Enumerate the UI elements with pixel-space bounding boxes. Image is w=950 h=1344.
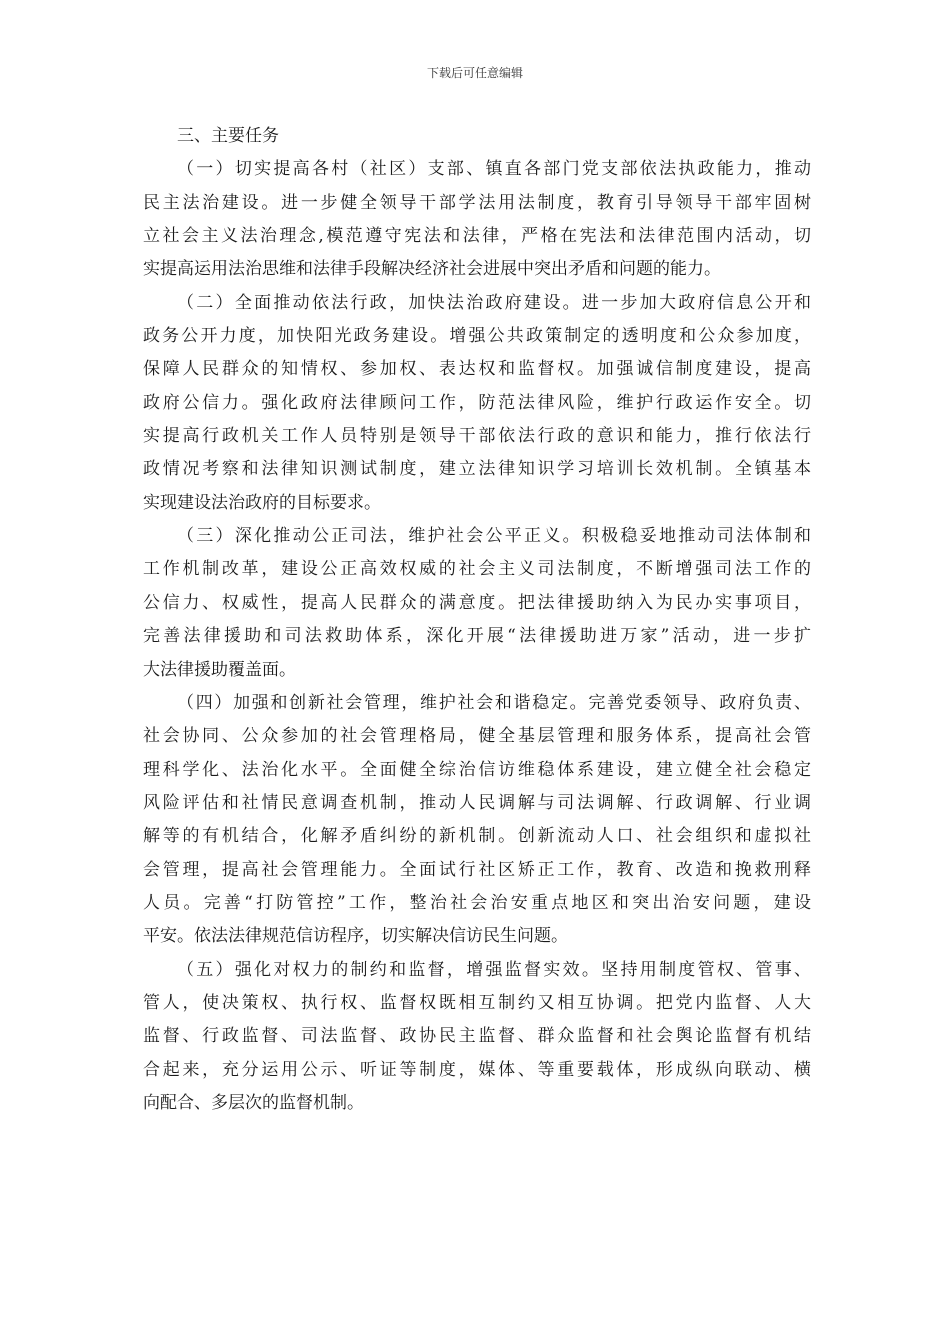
paragraph-line: 大法律援助覆盖面。 [143,659,296,680]
paragraph-line: 保障人民群众的知情权、参加权、表达权和监督权。加强诚信制度建设，提高 [143,359,811,380]
paragraph-first-line: （三）深化推动公正司法，维护社会公平正义。积极稳妥地推动司法体制和 [177,526,811,547]
paragraph-line: 向配合、多层次的监督机制。 [143,1092,364,1113]
paragraph-line: 监督、行政监督、司法监督、政协民主监督、群众监督和社会舆论监督有机结 [143,1026,811,1047]
paragraph-line: 平安。依法法律规范信访程序，切实解决信访民生问题。 [143,926,568,947]
paragraph-line: 会管理，提高社会管理能力。全面试行社区矫正工作，教育、改造和挽救刑释 [143,859,811,880]
paragraph-line: 民主法治建设。进一步健全领导干部学法用法制度，教育引导领导干部牢固树 [143,192,811,213]
paragraph-line: 实现建设法治政府的目标要求。 [143,492,381,513]
paragraph-first-line: （一）切实提高各村（社区）支部、镇直各部门党支部依法执政能力，推动 [177,159,811,180]
paragraph-line: 政务公开力度，加快阳光政务建设。增强公共政策制定的透明度和公众参加度， [143,326,811,347]
paragraph-first-line: （四）加强和创新社会管理，维护社会和谐稳定。完善党委领导、政府负责、 [177,692,811,713]
paragraph-line: 合起来，充分运用公示、听证等制度，媒体、等重要载体，形成纵向联动、横 [143,1059,811,1080]
document-body [143,120,811,1120]
paragraph-line: 实提高行政机关工作人员特别是领导干部依法行政的意识和能力，推行依法行 [143,426,811,447]
paragraph-first-line: （二）全面推动依法行政，加快法治政府建设。进一步加大政府信息公开和 [177,292,811,313]
paragraph-line: 政府公信力。强化政府法律顾问工作，防范法律风险，维护行政运作安全。切 [143,392,811,413]
paragraph-line: 公信力、权威性，提高人民群众的满意度。把法律援助纳入为民办实事项目， [143,592,811,613]
paragraph-line: 完善法律援助和司法救助体系，深化开展“法律援助进万家”活动，进一步扩 [143,626,811,647]
paragraph-line: 理科学化、法治化水平。全面健全综治信访维稳体系建设，建立健全社会稳定 [143,759,811,780]
paragraph-line: 管人，使决策权、执行权、监督权既相互制约又相互协调。把党内监督、人大 [143,992,811,1013]
paragraph-line: 解等的有机结合，化解矛盾纠纷的新机制。创新流动人口、社会组织和虚拟社 [143,826,811,847]
paragraph-line: 人员。完善“打防管控”工作，整治社会治安重点地区和突出治安问题，建设 [143,892,811,913]
paragraph-line: 社会协同、公众参加的社会管理格局，健全基层管理和服务体系，提高社会管 [143,726,811,747]
paragraph-first-line: （五）强化对权力的制约和监督，增强监督实效。坚持用制度管权、管事、 [177,959,811,980]
paragraph-line: 风险评估和社情民意调查机制，推动人民调解与司法调解、行政调解、行业调 [143,792,811,813]
paragraph-line: 实提高运用法治思维和法律手段解决经济社会进展中突出矛盾和问题的能力。 [143,259,721,280]
paragraph-line: 政情况考察和法律知识测试制度，建立法律知识学习培训长效机制。全镇基本 [143,459,811,480]
paragraph-line: 工作机制改革，建设公正高效权威的社会主义司法制度，不断增强司法工作的 [143,559,811,580]
page-header: 下载后可任意编辑 [426,66,523,80]
paragraph-first-line: 三、主要任务 [177,126,279,146]
paragraph-line: 立社会主义法治理念,模范遵守宪法和法律，严格在宪法和法律范围内活动，切 [143,226,811,247]
